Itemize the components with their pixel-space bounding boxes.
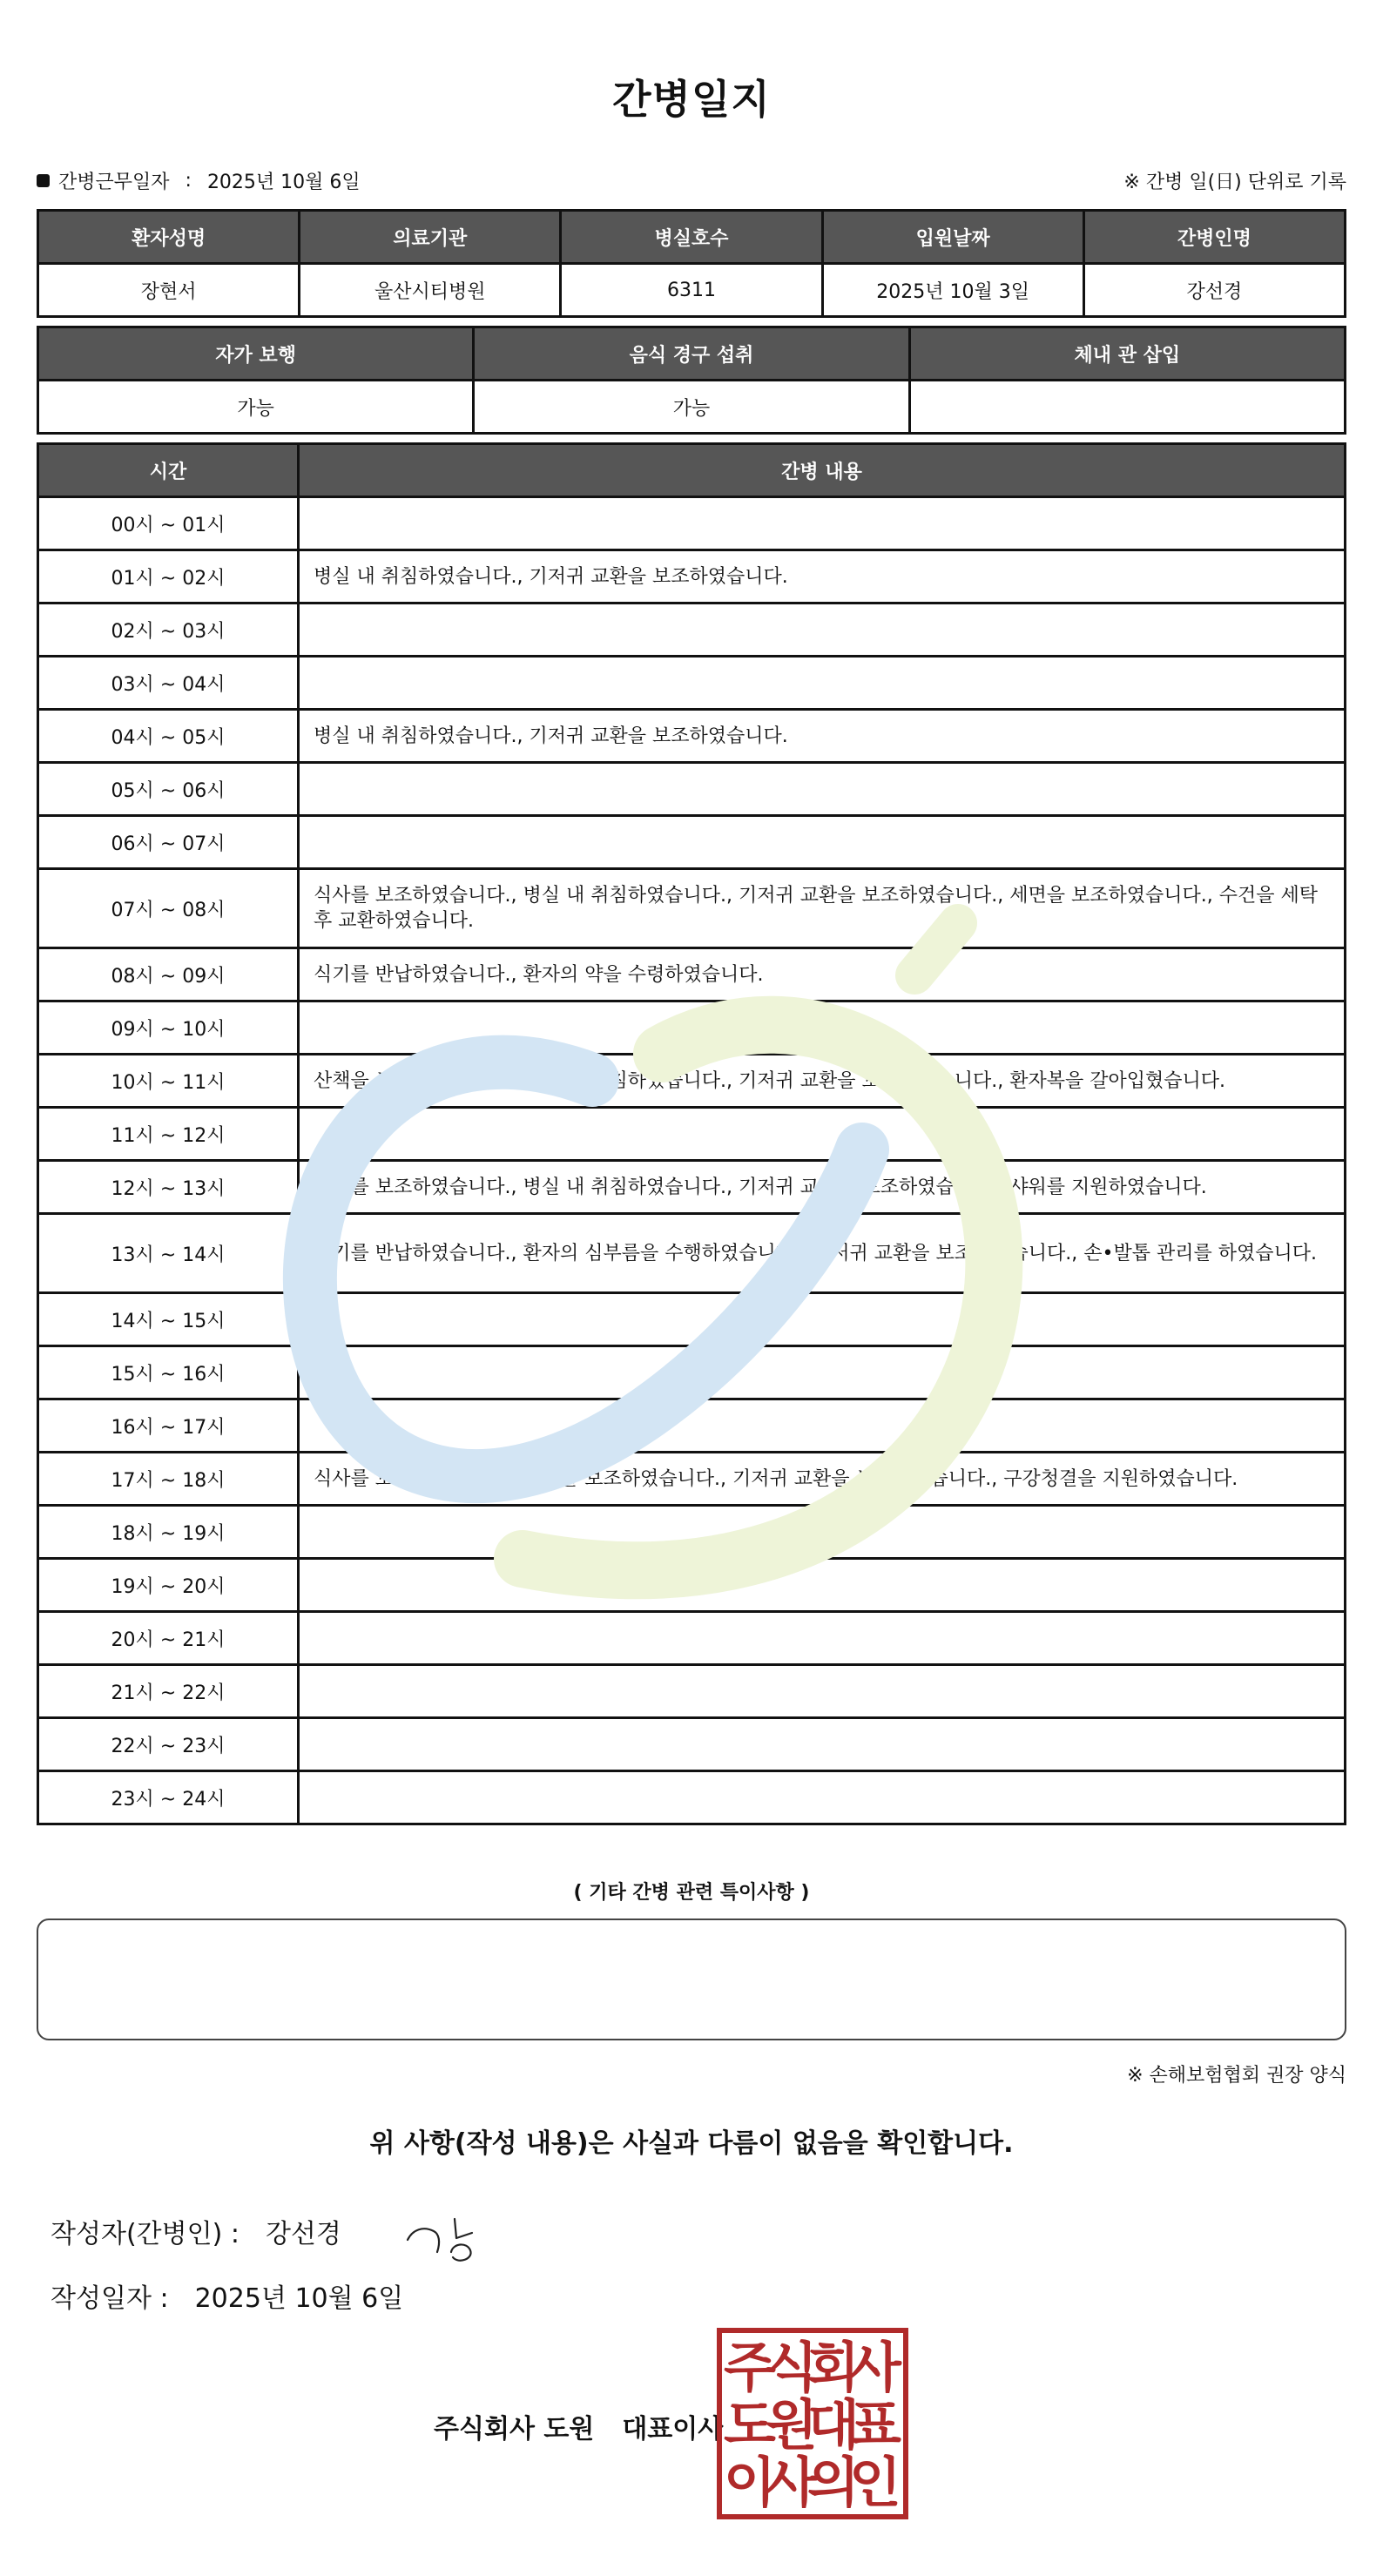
time-slot: 23시 ~ 24시 xyxy=(38,1771,299,1824)
care-log-row xyxy=(38,1214,1346,1293)
care-content xyxy=(299,497,1346,550)
company-name: 주식회사 도원 xyxy=(434,2414,595,2445)
care-content: 병실 내 취침하였습니다., 기저귀 교환을 보조하였습니다. xyxy=(299,550,1346,604)
time-slot: 13시 ~ 14시 xyxy=(38,1214,299,1293)
care-log-row xyxy=(38,497,1346,550)
time-slot: 02시 ~ 03시 xyxy=(38,604,299,657)
special-notes-box xyxy=(37,1919,1346,2040)
admission-date: 2025년 10월 3일 xyxy=(822,264,1083,317)
care-log-row xyxy=(38,1001,1346,1055)
header-patient-name: 환자성명 xyxy=(38,211,300,264)
svg-text:원: 원 xyxy=(766,2393,818,2457)
document-title: 간병일지 xyxy=(612,76,771,123)
care-log-row xyxy=(38,1612,1346,1665)
svg-text:대: 대 xyxy=(807,2393,860,2457)
care-log-row xyxy=(38,710,1346,763)
form-source-footnote: ※ 손해보험협회 권장 양식 xyxy=(1127,2065,1346,2087)
work-date-label: 간병근무일자 xyxy=(58,172,170,193)
meta-row xyxy=(37,167,1346,194)
special-notes-title: ( 기타 간병 관련 특이사항 ) xyxy=(573,1882,810,1904)
header-room-number: 병실호수 xyxy=(561,211,822,264)
care-log-row xyxy=(38,1399,1346,1453)
patient-info-table xyxy=(37,209,1346,318)
care-content xyxy=(299,1612,1346,1665)
time-slot: 14시 ~ 15시 xyxy=(38,1293,299,1346)
care-content xyxy=(299,1108,1346,1161)
time-slot: 05시 ~ 06시 xyxy=(38,763,299,816)
time-slot: 16시 ~ 17시 xyxy=(38,1399,299,1453)
care-content: 병실 내 취침하였습니다., 기저귀 교환을 보조하였습니다. xyxy=(299,710,1346,763)
author-name: 강선경 xyxy=(265,2219,341,2249)
care-content: 식사를 보조하였습니다., 산책을 보조하였습니다., 기저귀 교환을 보조하였습니다., 구강청결을 지원하였습니다. xyxy=(299,1453,1346,1506)
care-log-row xyxy=(38,550,1346,604)
care-content xyxy=(299,1293,1346,1346)
time-slot: 20시 ~ 21시 xyxy=(38,1612,299,1665)
written-date-line xyxy=(51,2276,403,2315)
time-slot: 00시 ~ 01시 xyxy=(38,497,299,550)
svg-text:주: 주 xyxy=(724,2336,776,2399)
care-content xyxy=(299,816,1346,869)
header-self-walking: 자가 보행 xyxy=(38,327,474,381)
patient-info-header-row xyxy=(38,211,1346,264)
care-content xyxy=(299,604,1346,657)
time-slot: 06시 ~ 07시 xyxy=(38,816,299,869)
company-line xyxy=(434,2407,723,2445)
oral-intake-value: 가능 xyxy=(474,381,909,434)
care-content xyxy=(299,1346,1346,1399)
work-date-separator: : xyxy=(185,170,192,192)
care-content: 식기를 반납하였습니다., 환자의 심부름을 수행하였습니다., 기저귀 교환을 보조하였습니다., 손•발톱 관리를 하였습니다. xyxy=(299,1214,1346,1293)
header-caregiver-name: 간병인명 xyxy=(1083,211,1345,264)
care-log-row xyxy=(38,948,1346,1001)
time-slot: 12시 ~ 13시 xyxy=(38,1161,299,1214)
company-seal-stamp xyxy=(716,2327,909,2520)
record-unit-note: ※ 간병 일(日) 단위로 기록 xyxy=(1123,172,1346,193)
time-slot: 07시 ~ 08시 xyxy=(38,869,299,948)
header-oral-intake: 음식 경구 섭취 xyxy=(474,327,909,381)
care-log-row xyxy=(38,1108,1346,1161)
time-slot: 17시 ~ 18시 xyxy=(38,1453,299,1506)
care-log-row xyxy=(38,1293,1346,1346)
header-tube-insertion: 체내 관 삽입 xyxy=(909,327,1345,381)
time-slot: 22시 ~ 23시 xyxy=(38,1718,299,1771)
time-slot: 08시 ~ 09시 xyxy=(38,948,299,1001)
time-slot: 11시 ~ 12시 xyxy=(38,1108,299,1161)
svg-text:사: 사 xyxy=(766,2451,818,2514)
care-content xyxy=(299,1506,1346,1559)
author-label: 작성자(간병인) : xyxy=(51,2219,239,2249)
time-slot: 15시 ~ 16시 xyxy=(38,1346,299,1399)
time-slot: 03시 ~ 04시 xyxy=(38,657,299,710)
care-log-row xyxy=(38,1161,1346,1214)
time-slot: 10시 ~ 11시 xyxy=(38,1055,299,1108)
svg-text:표: 표 xyxy=(849,2393,901,2457)
care-log-row xyxy=(38,1055,1346,1108)
svg-text:인: 인 xyxy=(849,2451,901,2514)
ability-header-row xyxy=(38,327,1346,381)
care-log-row xyxy=(38,604,1346,657)
square-bullet-icon xyxy=(37,174,50,187)
svg-text:식: 식 xyxy=(766,2336,818,2399)
header-time: 시간 xyxy=(38,444,299,497)
time-slot: 01시 ~ 02시 xyxy=(38,550,299,604)
care-content: 식사를 보조하였습니다., 병실 내 취침하였습니다., 기저귀 교환을 보조하였습니다., 샤워를 지원하였습니다. xyxy=(299,1161,1346,1214)
care-content xyxy=(299,1559,1346,1612)
care-content xyxy=(299,1399,1346,1453)
self-walking-value: 가능 xyxy=(38,381,474,434)
care-content: 식기를 반납하였습니다., 환자의 약을 수령하였습니다. xyxy=(299,948,1346,1001)
time-slot: 18시 ~ 19시 xyxy=(38,1506,299,1559)
care-log-row xyxy=(38,816,1346,869)
care-content: 식사를 보조하였습니다., 병실 내 취침하였습니다., 기저귀 교환을 보조하였습니다., 세면을 보조하였습니다., 수건을 세탁 후 교환하였습니다. xyxy=(299,869,1346,948)
author-line xyxy=(51,2212,341,2250)
company-ceo-title: 대표이사 xyxy=(622,2414,724,2445)
header-admission-date: 입원날짜 xyxy=(822,211,1083,264)
patient-name: 장현서 xyxy=(38,264,300,317)
work-date-value: 2025년 10월 6일 xyxy=(206,172,361,193)
svg-text:사: 사 xyxy=(849,2336,901,2399)
care-log-row xyxy=(38,763,1346,816)
svg-text:이: 이 xyxy=(724,2451,776,2514)
care-log-row xyxy=(38,1506,1346,1559)
handwritten-signature xyxy=(401,2207,496,2268)
time-slot: 04시 ~ 05시 xyxy=(38,710,299,763)
ability-table xyxy=(37,326,1346,435)
svg-text:의: 의 xyxy=(807,2451,860,2514)
confirmation-statement: 위 사항(작성 내용)은 사실과 다름이 없음을 확인합니다. xyxy=(369,2128,1014,2159)
care-content xyxy=(299,1718,1346,1771)
care-log-header-row xyxy=(38,444,1346,497)
care-content xyxy=(299,1665,1346,1718)
care-log-row xyxy=(38,1559,1346,1612)
patient-info-value-row xyxy=(38,264,1346,317)
care-log-table xyxy=(37,442,1346,1825)
care-log-row xyxy=(38,1718,1346,1771)
care-log-row xyxy=(38,1346,1346,1399)
work-date-line xyxy=(37,167,361,194)
care-log-row xyxy=(38,1771,1346,1824)
svg-text:도: 도 xyxy=(724,2393,776,2457)
time-slot: 21시 ~ 22시 xyxy=(38,1665,299,1718)
header-care-content: 간병 내용 xyxy=(299,444,1346,497)
time-slot: 09시 ~ 10시 xyxy=(38,1001,299,1055)
care-content xyxy=(299,657,1346,710)
time-slot: 19시 ~ 20시 xyxy=(38,1559,299,1612)
room-number: 6311 xyxy=(561,264,822,317)
header-hospital: 의료기관 xyxy=(300,211,561,264)
written-date-label: 작성일자 : xyxy=(51,2283,169,2314)
care-log-row xyxy=(38,657,1346,710)
tube-insertion-value xyxy=(909,381,1345,434)
written-date-value: 2025년 10월 6일 xyxy=(194,2283,404,2314)
caregiver-name: 강선경 xyxy=(1083,264,1345,317)
svg-text:회: 회 xyxy=(807,2336,860,2399)
care-content xyxy=(299,1001,1346,1055)
ability-value-row xyxy=(38,381,1346,434)
care-log-body xyxy=(38,497,1346,1824)
care-log-row xyxy=(38,1665,1346,1718)
care-content xyxy=(299,763,1346,816)
care-content: 산책을 보조하였습니다., 병실 내 취침하였습니다., 기저귀 교환을 보조하였습니다., 환자복을 갈아입혔습니다. xyxy=(299,1055,1346,1108)
care-content xyxy=(299,1771,1346,1824)
care-log-row xyxy=(38,869,1346,948)
care-log-row xyxy=(38,1453,1346,1506)
hospital-name: 울산시티병원 xyxy=(300,264,561,317)
